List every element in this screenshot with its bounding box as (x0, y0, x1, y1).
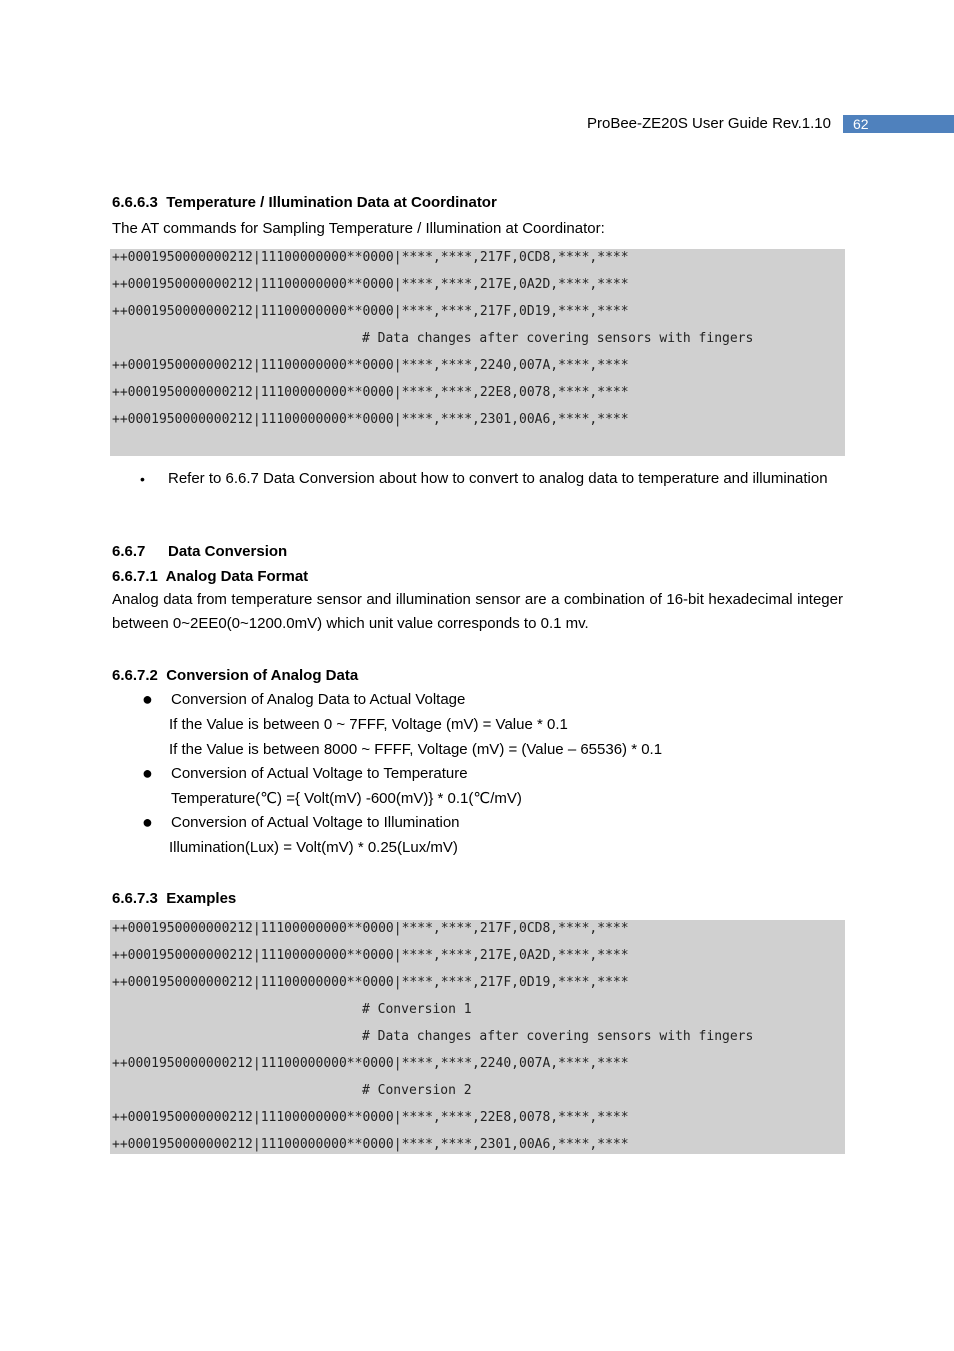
section-title: Temperature / Illumination Data at Coordinator (166, 194, 497, 211)
section-6673 (112, 889, 843, 909)
bullet-dot-icon: • (140, 471, 145, 487)
section-heading (112, 193, 843, 213)
formula-line: If the Value is between 8000 ~ FFFF, Voltage (mV) = (Value – 65536) * 0.1 (169, 741, 663, 758)
section-title: Data Conversion (168, 543, 288, 560)
section-title: Conversion of Analog Data (166, 667, 359, 684)
code-line: ++0001950000000212|11100000000**0000|****,****,217F,0CD8,****,**** (112, 921, 629, 936)
section-667 (112, 542, 843, 636)
bullet-dot-icon: ● (142, 763, 153, 783)
section-heading (112, 542, 843, 562)
bullet-dot-icon: ● (142, 812, 153, 832)
code-comment: # Data changes after covering sensors with fingers (362, 1029, 754, 1044)
bullet-item (112, 688, 843, 712)
section-number: 6.6.6.3 (112, 194, 158, 211)
formula-line: If the Value is between 0 ~ 7FFF, Voltage (mV) = Value * 0.1 (169, 716, 568, 733)
code-line: ++0001950000000212|11100000000**0000|****,****,2240,007A,****,**** (112, 358, 629, 373)
formula-line: Temperature(℃) ={ Volt(mV) -600(mV)} * 0.1(℃/mV) (171, 790, 522, 807)
code-comment: # Data changes after covering sensors with fingers (362, 331, 754, 346)
document-title: ProBee-ZE20S User Guide Rev.1.10 (586, 115, 831, 132)
intro-text: The AT commands for Sampling Temperature / Illumination at Coordinator: (112, 220, 605, 237)
code-line: ++0001950000000212|11100000000**0000|****,****,217E,0A2D,****,**** (112, 277, 629, 292)
section-title: Examples (166, 890, 237, 907)
section-heading (112, 666, 843, 686)
bullet-text: Conversion of Actual Voltage to Temperature (171, 765, 468, 782)
bullet-text: Conversion of Analog Data to Actual Voltage (171, 691, 466, 708)
bullet-item (112, 467, 843, 491)
section-number: 6.6.7 (112, 543, 146, 560)
section-number: 6.6.7.2 (112, 667, 158, 684)
page-number: 62 (843, 115, 954, 133)
code-line: ++0001950000000212|11100000000**0000|****,****,217F,0D19,****,**** (112, 304, 629, 319)
code-line: ++0001950000000212|11100000000**0000|****,****,2301,00A6,****,**** (112, 1137, 629, 1152)
code-block-examples (110, 920, 845, 1154)
bullet-text: Conversion of Actual Voltage to Illumination (171, 814, 460, 831)
section-6663 (112, 193, 843, 241)
code-comment: # Conversion 1 (362, 1002, 472, 1017)
formula-line: Illumination(Lux) = Volt(mV) * 0.25(Lux/mV) (169, 839, 458, 856)
section-number: 6.6.7.3 (112, 890, 158, 907)
code-line: ++0001950000000212|11100000000**0000|****,****,2240,007A,****,**** (112, 1056, 629, 1071)
code-line: ++0001950000000212|11100000000**0000|****,****,22E8,0078,****,**** (112, 1110, 629, 1125)
code-block-sampling (110, 249, 845, 456)
bullet-dot-icon: ● (142, 689, 153, 709)
bullet-text: Refer to 6.6.7 Data Conversion about how to convert to analog data to temperature and illumination (168, 470, 828, 487)
section-title: Analog Data Format (165, 568, 309, 585)
refer-note (112, 467, 843, 491)
section-6672 (112, 666, 843, 860)
bullet-item (112, 811, 843, 835)
code-line: ++0001950000000212|11100000000**0000|****,****,217F,0D19,****,**** (112, 975, 629, 990)
bullet-item (112, 762, 843, 786)
code-comment: # Conversion 2 (362, 1083, 472, 1098)
body-text: Analog data from temperature sensor and illumination sensor are a combination of 16-bit hexadecimal integer between 0~2EE0(0~1200.0mV) which unit value corresponds to 0.1 mv. (112, 591, 843, 632)
code-line: ++0001950000000212|11100000000**0000|****,****,2301,00A6,****,**** (112, 412, 629, 427)
section-number: 6.6.7.1 (112, 568, 158, 585)
section-heading (112, 567, 843, 587)
code-line: ++0001950000000212|11100000000**0000|****,****,217F,0CD8,****,**** (112, 250, 629, 265)
section-heading (112, 889, 843, 909)
code-line: ++0001950000000212|11100000000**0000|****,****,22E8,0078,****,**** (112, 385, 629, 400)
code-line: ++0001950000000212|11100000000**0000|****,****,217E,0A2D,****,**** (112, 948, 629, 963)
